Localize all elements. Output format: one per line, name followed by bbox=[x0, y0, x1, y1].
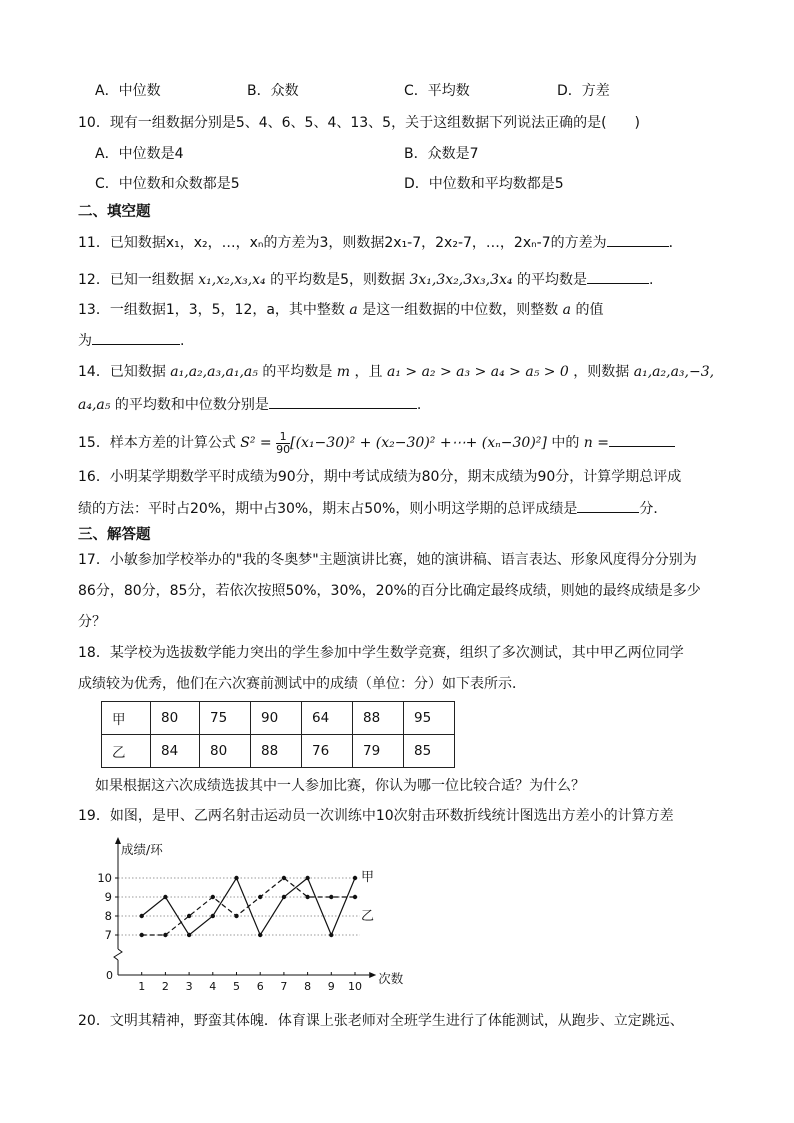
data-point bbox=[353, 876, 357, 880]
x-tick-label: 7 bbox=[280, 980, 288, 993]
table-cell: 64 bbox=[302, 702, 353, 735]
q12-text-b: 的平均数是5，则数据 bbox=[270, 272, 406, 288]
data-point bbox=[187, 933, 191, 937]
q11 bbox=[78, 232, 683, 253]
q15-formula: [(x₁−30)² + (x₂−30)² +⋯+ (xₙ−30)²] bbox=[290, 435, 547, 451]
table-cell: 80 bbox=[200, 735, 251, 768]
q14-expr-2b: a₄,a₅ bbox=[78, 397, 111, 413]
q13-text-b: 是这一组数据的中位数，则整数 bbox=[362, 302, 559, 318]
q19-line-chart bbox=[96, 836, 426, 996]
q10-option-b: B．众数是7 bbox=[404, 146, 479, 162]
q14-expr-2a: a₁,a₂,a₃,−3, bbox=[633, 364, 715, 380]
q12-expr-2: 3x₁,3x₂,3x₃,3x₄ bbox=[409, 272, 513, 288]
q14-text-a: 14．已知数据 bbox=[78, 364, 166, 380]
q13-text-d: 为 bbox=[78, 333, 92, 349]
q14-inequality: a₁ > a₂ > a₃ > a₄ > a₅ > 0 bbox=[386, 364, 569, 380]
table-cell: 80 bbox=[151, 702, 200, 735]
q18-question: 如果根据这六次成绩选拔其中一人参加比赛，你认为哪一位比较合适？为什么？ bbox=[95, 778, 585, 794]
q18-score-table bbox=[101, 701, 455, 768]
data-point bbox=[211, 914, 215, 918]
x-tick-label: 9 bbox=[327, 980, 335, 993]
q10-option-a: A．中位数是4 bbox=[95, 146, 184, 162]
table-cell: 88 bbox=[353, 702, 404, 735]
q15 bbox=[78, 426, 675, 460]
q17-line-2: 86分，80分，85分，若依次按照50%，30%，20%的百分比确定最终成绩，则她的最终成绩是多少 bbox=[78, 583, 701, 599]
table-cell: 79 bbox=[353, 735, 404, 768]
q13-var-a-2: a bbox=[562, 302, 572, 318]
q12-suffix: . bbox=[648, 272, 654, 288]
q16-answer-blank[interactable] bbox=[577, 498, 639, 513]
q13-suffix: . bbox=[180, 333, 185, 349]
x-tick-label: 2 bbox=[161, 980, 169, 993]
q18-line-1: 18．某学校为选拔数学能力突出的学生参加中学生数学竞赛，组织了多次测试，其中甲乙两位同学 bbox=[78, 645, 684, 661]
q20-line-1: 20．文明其精神，野蛮其体魄．体育课上张老师对全班学生进行了体能测试，从跑步、立定跳远、 bbox=[78, 1013, 684, 1029]
data-point bbox=[140, 914, 144, 918]
data-point bbox=[282, 876, 286, 880]
q14-text-b: 的平均数是 bbox=[262, 364, 333, 380]
series-label: 乙 bbox=[361, 909, 375, 924]
q12 bbox=[78, 269, 653, 290]
q15-fraction-denominator: 90 bbox=[276, 442, 291, 456]
q13-text-a: 13．一组数据1，3，5，12，a，其中整数 bbox=[78, 302, 345, 318]
q15-var-n: n = bbox=[583, 435, 609, 451]
x-tick-label: 6 bbox=[256, 980, 264, 993]
q12-expr-1: x₁,x₂,x₃,x₄ bbox=[198, 272, 266, 288]
q14-text-d: ，则数据 bbox=[573, 364, 630, 380]
q11-text: 11．已知数据x₁，x₂，…，xₙ的方差为3，则数据2x₁-7，2x₂-7，…，2xₙ-7的方差为 bbox=[78, 235, 607, 251]
data-point bbox=[140, 933, 144, 937]
q15-text-b: 中的 bbox=[551, 435, 580, 451]
table-cell: 75 bbox=[200, 702, 251, 735]
q9-option-c: C．平均数 bbox=[404, 83, 470, 99]
data-point bbox=[234, 876, 238, 880]
table-cell: 95 bbox=[404, 702, 455, 735]
q14-expr-1: a₁,a₂,a₃,a₁,a₅ bbox=[170, 364, 258, 380]
q18-line-2: 成绩较为优秀，他们在六次赛前测试中的成绩（单位：分）如下表所示． bbox=[78, 676, 526, 692]
section-heading-solve: 三、解答题 bbox=[78, 527, 151, 543]
data-point bbox=[211, 895, 215, 899]
q16-line-1: 16．小明某学期数学平时成绩为90分，期中考试成绩为80分，期末成绩为90分，计算学期总评成 bbox=[78, 469, 682, 485]
q14-line-2 bbox=[78, 394, 421, 415]
data-point bbox=[187, 914, 191, 918]
q15-fraction-numerator: 1 bbox=[276, 431, 290, 444]
q16-text-a: 绩的方法：平时占20%，期中占30%，期末占50%，则小明这学期的总评成绩是 bbox=[78, 501, 578, 517]
data-point bbox=[234, 914, 238, 918]
q16-line-2 bbox=[78, 498, 667, 519]
q19-line-1: 19．如图，是甲、乙两名射击运动员一次训练中10次射击环数折线统计图选出方差小的计算方差 bbox=[78, 808, 674, 824]
data-point bbox=[163, 933, 167, 937]
data-point bbox=[353, 895, 357, 899]
data-point bbox=[305, 895, 309, 899]
q14-text-c: ，且 bbox=[354, 364, 383, 380]
q10-stem: 10．现有一组数据分别是5、4、6、5、4、13、5，关于这组数据下列说法正确的是( ) bbox=[78, 115, 640, 131]
series-line-2 bbox=[142, 878, 355, 935]
data-point bbox=[329, 933, 333, 937]
q12-text-c: 的平均数是 bbox=[516, 272, 587, 288]
q10-option-c: C．中位数和众数都是5 bbox=[95, 176, 240, 192]
table-cell-label: 甲 bbox=[102, 702, 151, 735]
q14-answer-blank[interactable] bbox=[269, 394, 417, 409]
data-point bbox=[258, 895, 262, 899]
y-axis-label: 成绩/环 bbox=[121, 842, 163, 857]
table-cell: 84 bbox=[151, 735, 200, 768]
q13-line-2 bbox=[78, 330, 184, 351]
q13-text-c: 的值 bbox=[575, 302, 604, 318]
axis-break-mark bbox=[114, 949, 122, 960]
q13-var-a-1: a bbox=[349, 302, 358, 318]
q14-line-1 bbox=[78, 362, 714, 382]
data-point bbox=[258, 933, 262, 937]
q14-text-e: 的平均数和中位数分别是 bbox=[114, 397, 269, 413]
q12-answer-blank[interactable] bbox=[587, 269, 649, 284]
q12-text-a: 12．已知一组数据 bbox=[78, 272, 194, 288]
y-tick-label: 10 bbox=[97, 871, 112, 885]
x-axis-arrow bbox=[369, 972, 376, 978]
data-point bbox=[163, 895, 167, 899]
q14-var-m: m bbox=[336, 364, 351, 380]
q13-answer-blank[interactable] bbox=[92, 330, 180, 345]
table-cell: 90 bbox=[251, 702, 302, 735]
q9-option-a: A．中位数 bbox=[95, 83, 161, 99]
table-cell: 76 bbox=[302, 735, 353, 768]
q9-option-b: B．众数 bbox=[247, 83, 299, 99]
table-row bbox=[102, 702, 455, 735]
q13-line-1 bbox=[78, 300, 603, 320]
x-tick-label: 1 bbox=[138, 980, 146, 993]
data-point bbox=[282, 895, 286, 899]
q17-line-1: 17．小敏参加学校举办的"我的冬奥梦"主题演讲比赛，她的演讲稿、语言表达、形象风度得分分别为 bbox=[78, 552, 697, 568]
data-point bbox=[329, 895, 333, 899]
q15-s-squared: S² = bbox=[240, 435, 272, 451]
table-cell: 88 bbox=[251, 735, 302, 768]
q15-answer-blank[interactable] bbox=[609, 432, 675, 447]
table-row bbox=[102, 735, 455, 768]
table-cell: 85 bbox=[404, 735, 455, 768]
q17-line-3: 分？ bbox=[78, 614, 106, 630]
q10-option-d: D．中位数和平均数都是5 bbox=[404, 176, 564, 192]
q9-option-d: D．方差 bbox=[557, 83, 610, 99]
series-label: 甲 bbox=[361, 870, 375, 885]
q11-answer-blank[interactable] bbox=[607, 232, 669, 247]
q11-suffix: ． bbox=[668, 235, 683, 251]
q15-text-a: 15．样本方差的计算公式 bbox=[78, 435, 236, 451]
table-cell-label: 乙 bbox=[102, 735, 151, 768]
q14-suffix: . bbox=[416, 397, 422, 413]
x-tick-label: 3 bbox=[185, 980, 193, 993]
q16-text-b: 分． bbox=[639, 501, 668, 517]
y-tick-label: 9 bbox=[104, 890, 112, 904]
y-tick-label: 8 bbox=[104, 909, 112, 923]
origin-label: 0 bbox=[106, 969, 113, 982]
q15-fraction bbox=[276, 431, 290, 456]
data-point bbox=[305, 876, 309, 880]
x-tick-label: 8 bbox=[304, 980, 312, 993]
x-tick-label: 10 bbox=[348, 980, 362, 993]
y-tick-label: 7 bbox=[104, 928, 112, 942]
section-heading-fill-in: 二、填空题 bbox=[78, 204, 151, 220]
x-axis-label: 次数 bbox=[378, 971, 404, 986]
x-tick-label: 5 bbox=[233, 980, 240, 993]
x-tick-label: 4 bbox=[209, 980, 217, 993]
